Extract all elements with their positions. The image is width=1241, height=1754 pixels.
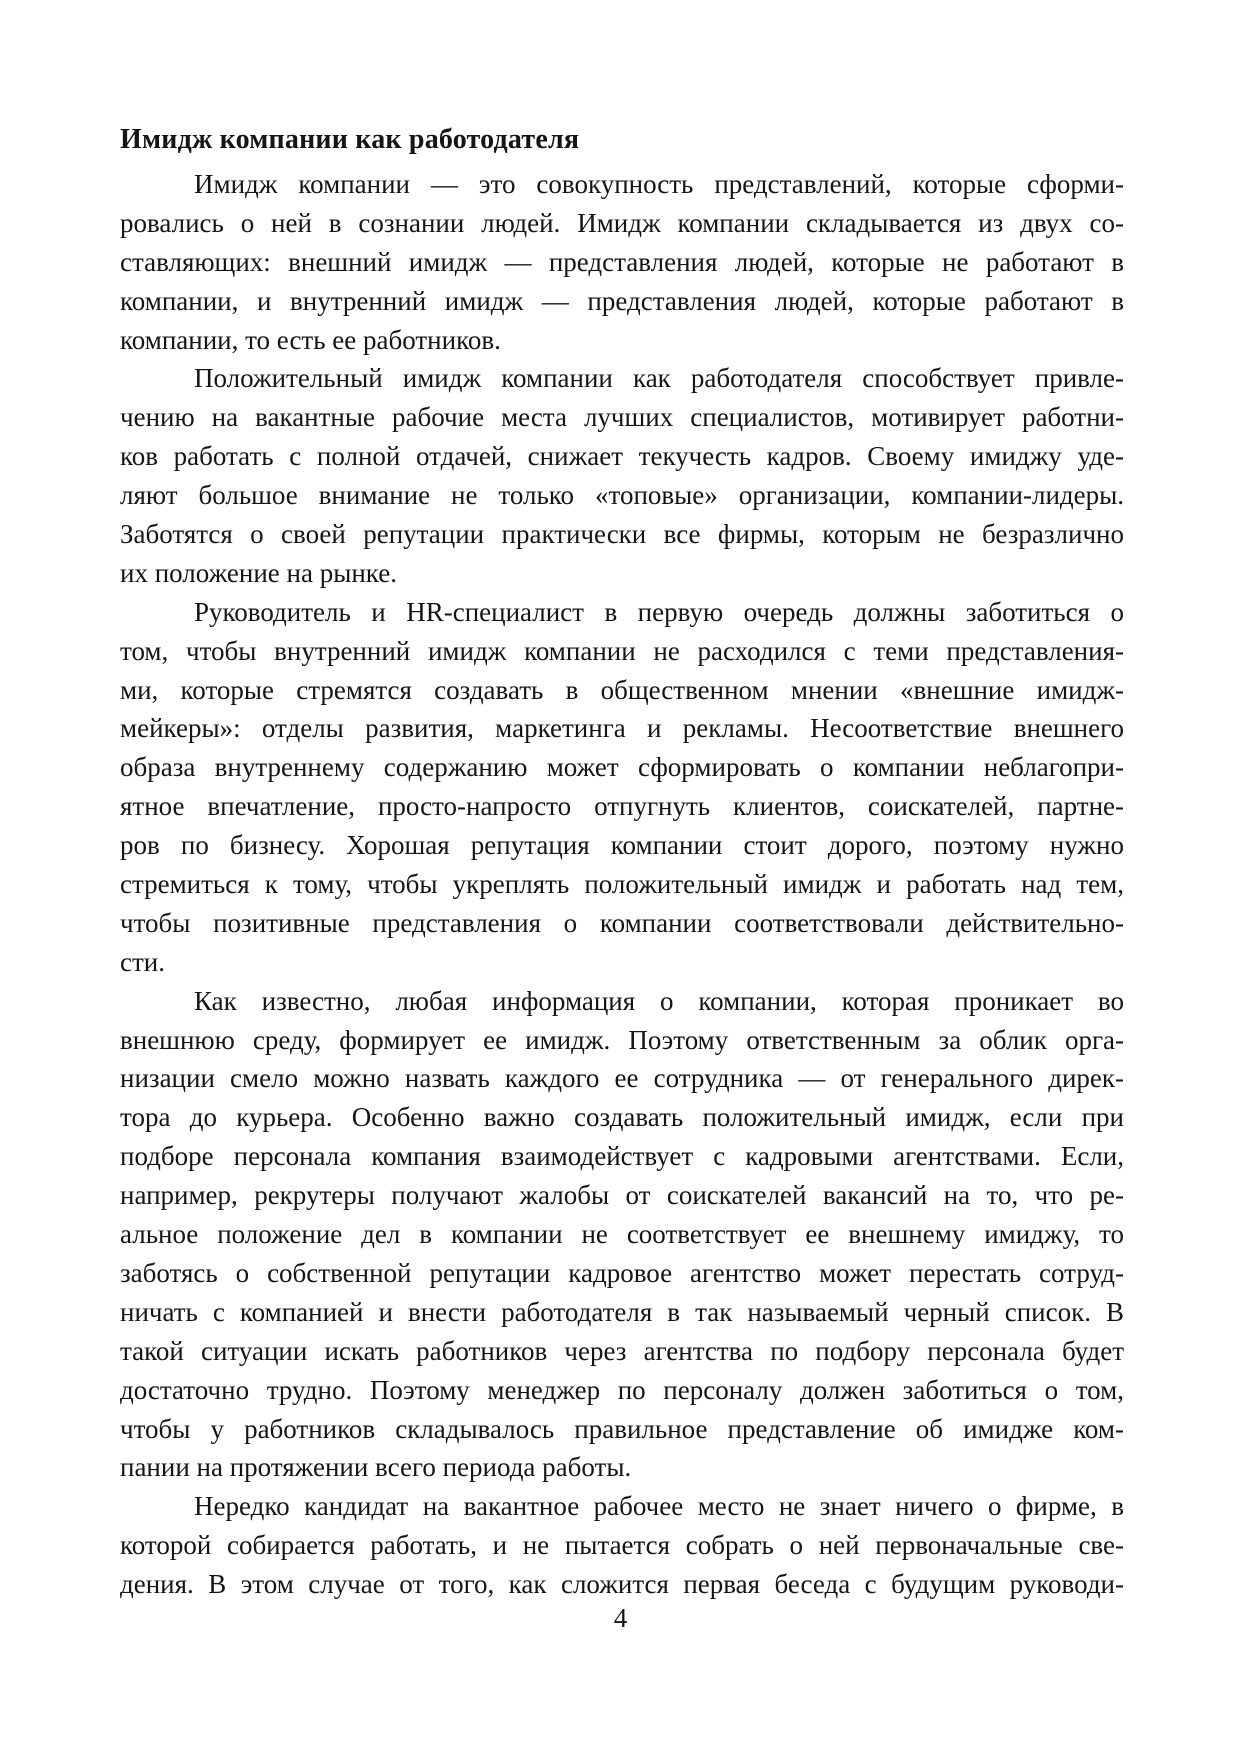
paragraph	[120, 165, 1124, 359]
text-line: которой собирается работать, и не пытается собрать о ней первоначальные све-	[120, 1530, 1124, 1561]
text-line: Имидж компании — это совокупность представлений, которые сформи-	[194, 169, 1124, 199]
text-line: достаточно трудно. Поэтому менеджер по персоналу должен заботиться о том,	[120, 1374, 1124, 1405]
text-line: сти.	[120, 946, 165, 977]
text-line: Как известно, любая информация о компании, которая проникает во	[194, 985, 1124, 1016]
text-line: внешнюю среду, формирует ее имидж. Поэтому ответственным за облик орга-	[120, 1024, 1124, 1055]
paragraph	[120, 982, 1124, 1488]
text-line: Руководитель и HR-специалист в первую очередь должны заботиться о	[194, 596, 1124, 627]
text-line: их положение на рынке.	[120, 557, 397, 588]
text-line: Нередко кандидат на вакантное рабочее место не знает ничего о фирме, в	[194, 1491, 1124, 1522]
text-line: Положительный имидж компании как работодателя способствует привле-	[194, 363, 1124, 394]
section-heading: Имидж компании как работодателя	[120, 124, 580, 155]
text-line: ров по бизнесу. Хорошая репутация компании стоит дорого, поэтому нужно	[120, 830, 1124, 861]
text-line: компании, то есть ее работников.	[120, 324, 501, 355]
page-number: 4	[613, 1603, 628, 1633]
text-line: например, рекрутеры получают жалобы от соискателей вакансий на то, что ре-	[120, 1180, 1124, 1211]
text-line: ков работать с полной отдачей, снижает текучесть кадров. Своему имиджу уде-	[120, 441, 1124, 472]
text-line: низации смело можно назвать каждого ее сотрудника — от генерального дирек-	[120, 1063, 1124, 1094]
text-line: ставляющих: внешний имидж — представления людей, которые не работают в	[120, 246, 1124, 277]
text-line: чтобы у работников складывалось правильное представление об имидже ком-	[120, 1413, 1124, 1444]
text-line: ми, которые стремятся создавать в общественном мнении «внешние имидж-	[120, 674, 1124, 705]
text-line: дения. В этом случае от того, как сложится первая беседа с будущим руководи-	[120, 1569, 1124, 1600]
body-text	[120, 165, 1124, 1604]
text-line: стремиться к тому, чтобы укреплять положительный имидж и работать над тем,	[120, 869, 1124, 900]
text-line: альное положение дел в компании не соответствует ее внешнему имиджу, то	[120, 1219, 1124, 1250]
text-line: том, чтобы внутренний имидж компании не расходился с теми представления-	[120, 635, 1124, 666]
text-line: тора до курьера. Особенно важно создавать положительный имидж, если при	[120, 1102, 1124, 1133]
text-line: образа внутреннему содержанию может сформировать о компании неблагопри-	[120, 752, 1124, 783]
text-line: чтобы позитивные представления о компании соответствовали действительно-	[120, 907, 1124, 938]
text-line: ровались о ней в сознании людей. Имидж компании складывается из двух со-	[120, 207, 1124, 238]
text-line: ничать с компанией и внести работодателя в так называемый черный список. В	[120, 1296, 1124, 1327]
text-line: такой ситуации искать работников через агентства по подбору персонала будет	[120, 1335, 1124, 1366]
paragraph	[120, 1487, 1124, 1604]
text-line: компании, и внутренний имидж — представления людей, которые работают в	[120, 285, 1124, 316]
page-content	[120, 115, 1124, 1604]
paragraph	[120, 593, 1124, 982]
text-line: заботясь о собственной репутации кадровое агентство может перестать сотруд-	[120, 1257, 1124, 1288]
text-line: чению на вакантные рабочие места лучших специалистов, мотивирует работни-	[120, 402, 1124, 433]
text-line: Заботятся о своей репутации практически все фирмы, которым не безразлично	[120, 519, 1124, 550]
text-line: пании на протяжении всего периода работы.	[120, 1452, 632, 1483]
text-line: мейкеры»: отделы развития, маркетинга и рекламы. Несоответствие внешнего	[120, 713, 1124, 744]
paragraph	[120, 359, 1124, 592]
text-line: ятное впечатление, просто-напросто отпугнуть клиентов, соискателей, партне-	[120, 791, 1124, 822]
text-line: ляют большое внимание не только «топовые» организации, компании-лидеры.	[120, 480, 1124, 511]
text-line: подборе персонала компания взаимодействует с кадровыми агентствами. Если,	[120, 1141, 1124, 1172]
